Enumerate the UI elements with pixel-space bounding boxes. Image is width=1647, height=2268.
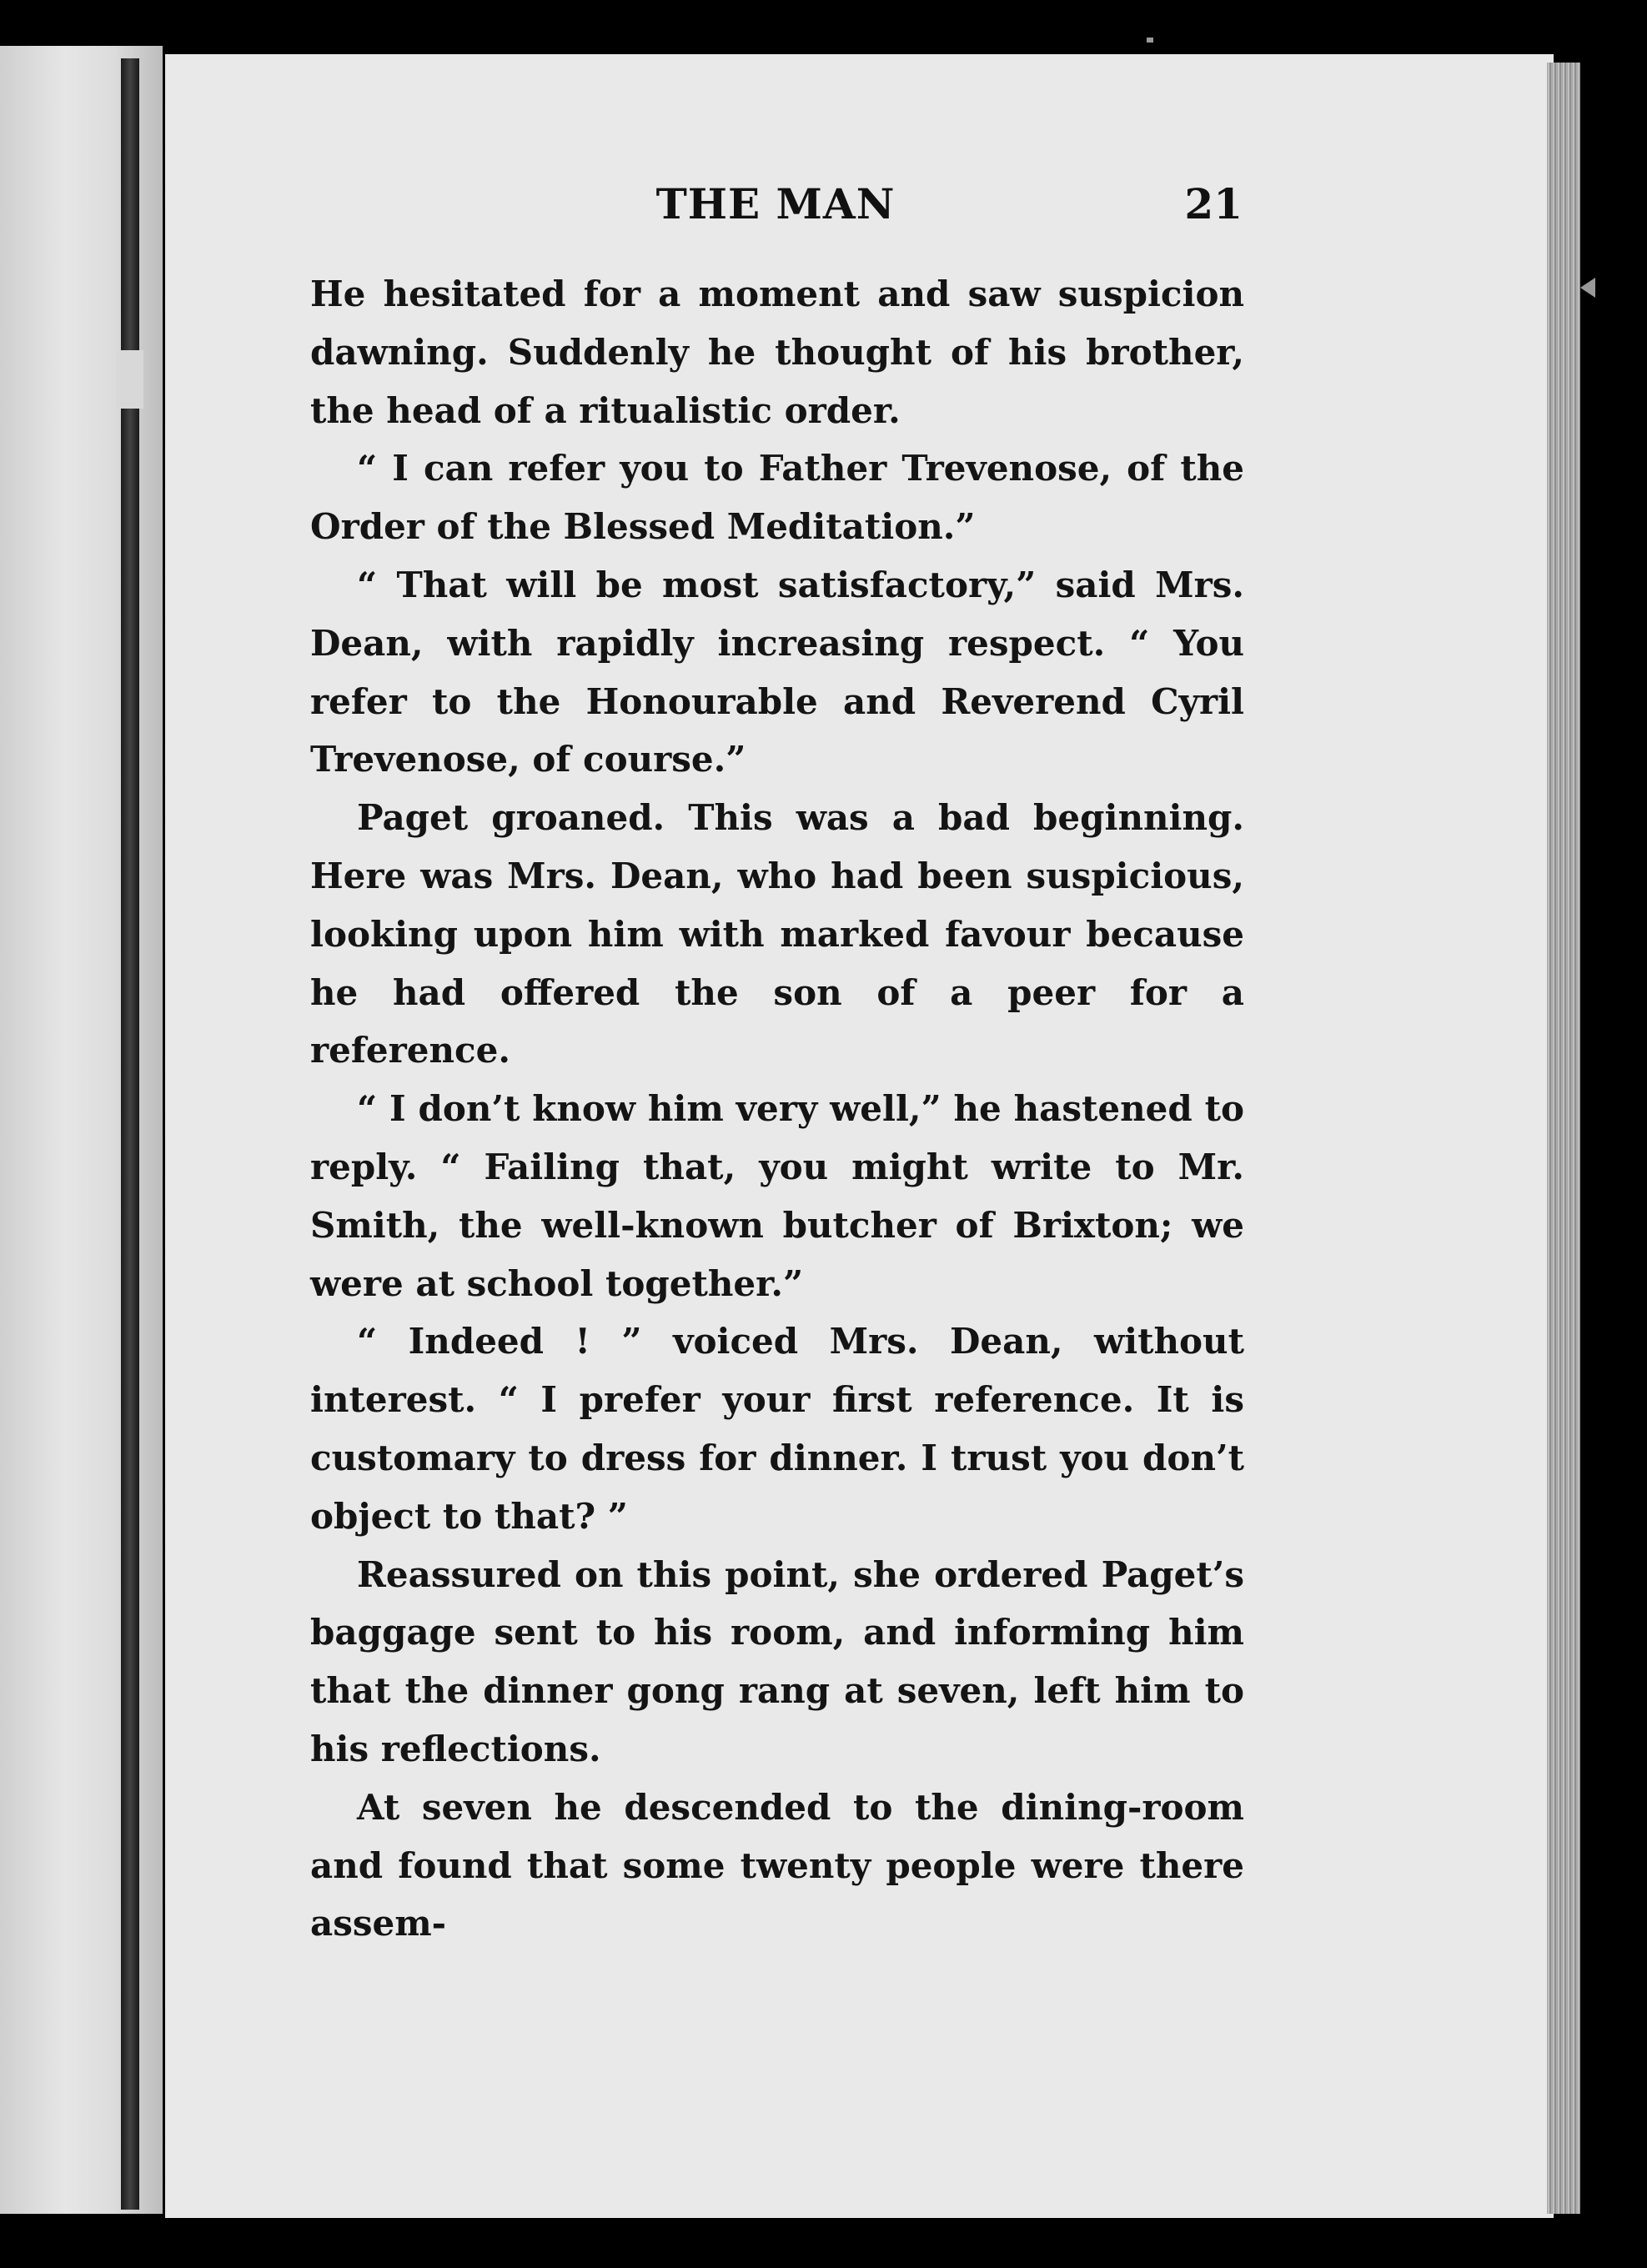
paragraph: “ I don’t know him very well,” he hastened to reply. “ Failing that, you might write to Mr. Smith, the well-known butcher of Brixton; we were at school together.”: [310, 1088, 1244, 1304]
paragraph: “ I can refer you to Father Trevenose, of the Order of the Blessed Meditation.”: [310, 448, 1244, 548]
body-text: [310, 265, 1244, 1953]
binding-gap: [117, 350, 143, 409]
page-stack-edge: [1547, 63, 1580, 2214]
paragraph: At seven he descended to the dining-room and found that some twenty people were there assem-: [310, 1786, 1244, 1944]
paragraph: He hesitated for a moment and saw suspicion dawning. Suddenly he thought of his brother, the head of a ritualistic order.: [310, 273, 1244, 431]
paragraph: “ That will be most satisfactory,” said Mrs. Dean, with rapidly increasing respect. “ You refer to the Honourable and Reverend Cyril Trevenose, of course.”: [310, 564, 1244, 780]
edge-mark: [1580, 278, 1595, 298]
page-number: 21: [1184, 179, 1243, 228]
running-title: THE MAN: [655, 179, 896, 228]
paragraph: Reassured on this point, she ordered Paget’s baggage sent to his room, and informing him that the dinner gong rang at seven, left him to his reflections.: [310, 1553, 1244, 1769]
paragraph: Paget groaned. This was a bad beginning. Here was Mrs. Dean, who had been suspicious, looking upon him with marked favour because he had offered the son of a peer for a reference.: [310, 797, 1244, 1071]
paragraph: “ Indeed ! ” voiced Mrs. Dean, without interest. “ I prefer your first reference. It is customary to dress for dinner. I trust you don’t object to that? ”: [310, 1321, 1244, 1537]
scan-speck: [1147, 38, 1153, 43]
page-header: [300, 179, 1251, 246]
